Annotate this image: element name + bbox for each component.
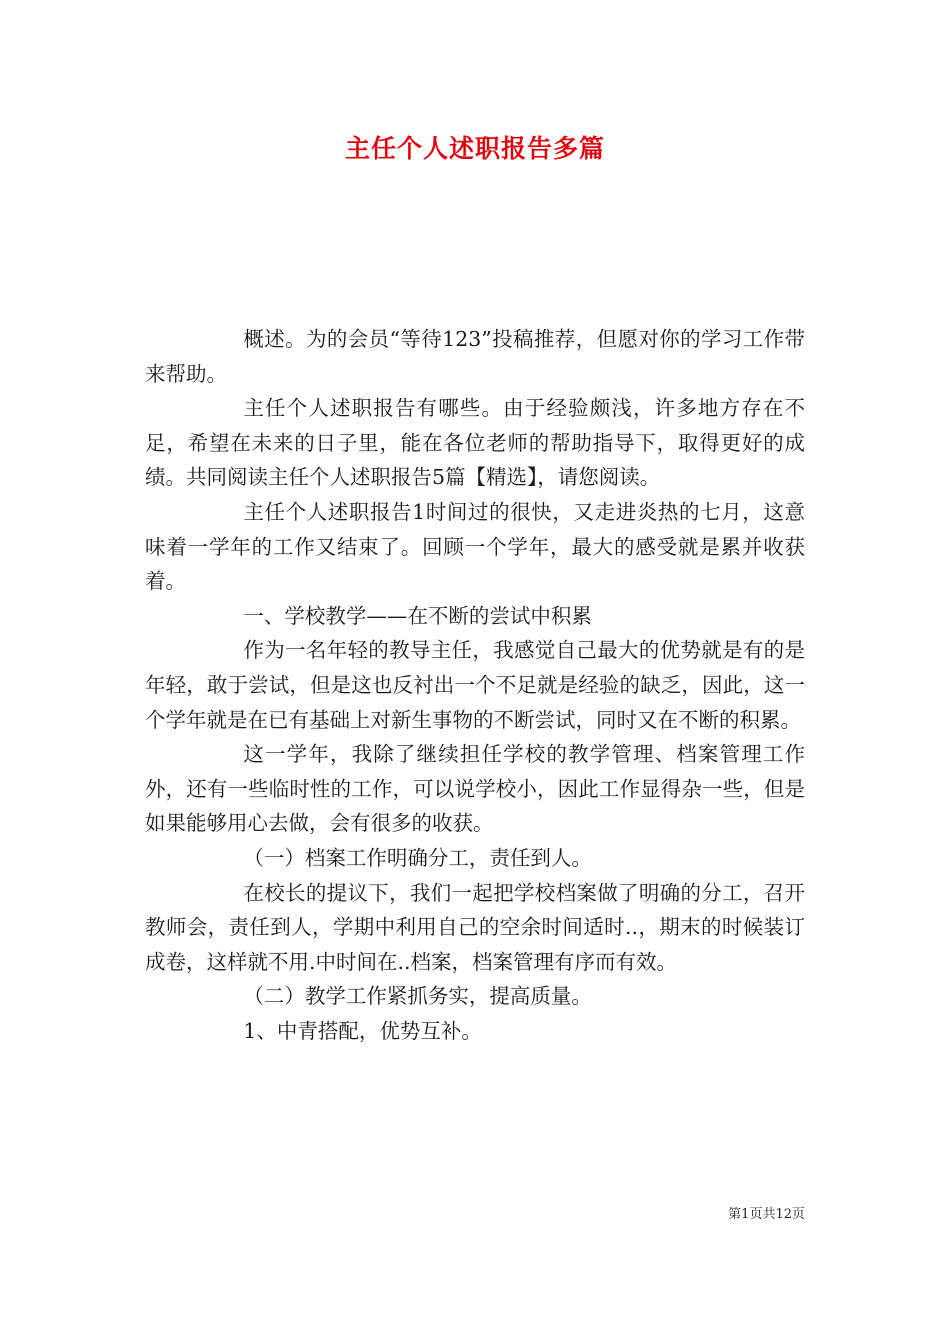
paragraph-overview: 主任个人述职报告有哪些。由于经验颇浅，许多地方存在不足，希望在未来的日子里，能在各位老师的帮助指导下，取得更好的成绩。共同阅读主任个人述职报告5篇【精选】，请您阅读。 (145, 396, 805, 490)
document-title: 主任个人述职报告多篇 (344, 134, 605, 163)
paragraph-report-1-opening: 主任个人述职报告1时间过的很快，又走进炎热的七月，这意味着一学年的工作又结束了。回顾一个学年，最大的感受就是累并收获着。 (145, 499, 805, 594)
subheading-archives: （一）档案工作明确分工，责任到人。 (243, 845, 592, 870)
paragraph-young-director: 作为一名年轻的教导主任，我感觉自己最大的优势就是有的是年轻，敢于尝试，但是这也反衬出一个不足就是经验的缺乏，因此，这一个学年就是在已有基础上对新生事物的不断尝试，同时又在不断的积累。 (145, 638, 805, 732)
subheading-teaching-quality: （二）教学工作紧抓务实，提高质量。 (243, 984, 592, 1009)
paragraph-intro: 概述。为的会员“等待123”投稿推荐，但愿对你的学习工作带来帮助。 (145, 327, 805, 386)
document-body (145, 322, 805, 1048)
page-number: 第1页共12页 (728, 1207, 805, 1222)
paragraph-archives: 在校长的提议下，我们一起把学校档案做了明确的分工，召开教师会，责任到人，学期中利用自己的空余时间适时..，期末的时候装订成卷，这样就不用.中时间在..档案，档案管理有序而有效。 (145, 880, 805, 974)
list-item-pairing: 1、中青搭配，优势互补。 (243, 1018, 482, 1043)
paragraph-duties: 这一学年，我除了继续担任学校的教学管理、档案管理工作外，还有一些临时性的工作，可以说学校小，因此工作显得杂一些，但是如果能够用心去做，会有很多的收获。 (145, 742, 805, 836)
section-heading-teaching: 一、学校教学——在不断的尝试中积累 (243, 603, 592, 628)
